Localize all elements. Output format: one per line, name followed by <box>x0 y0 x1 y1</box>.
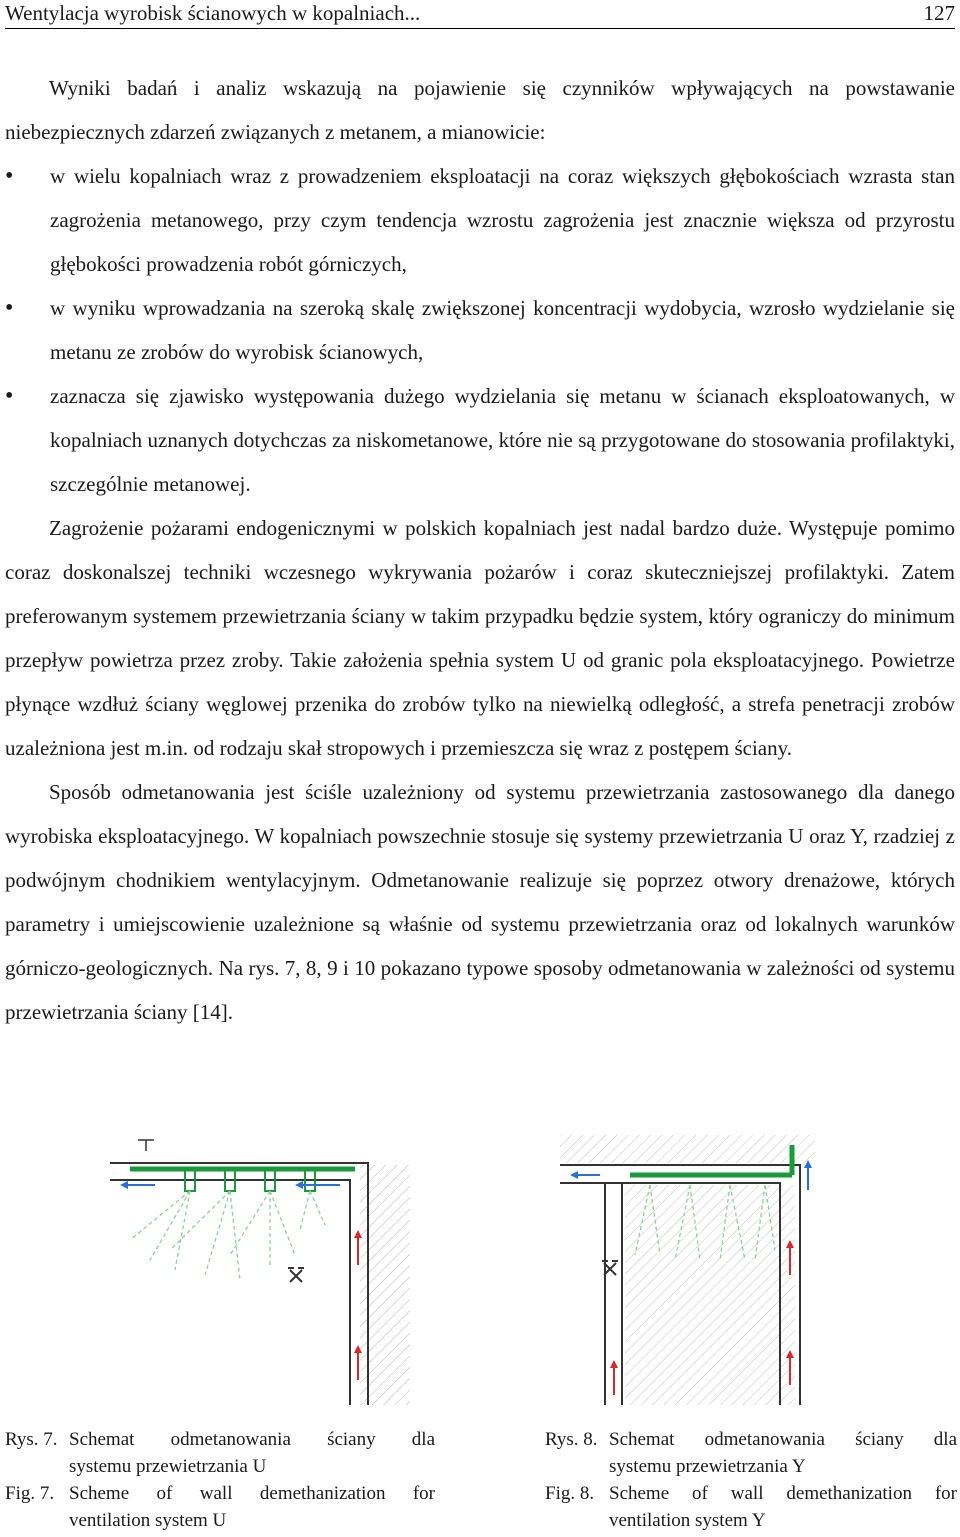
goaf-hatch <box>625 1185 795 1405</box>
body-text <box>5 66 955 1034</box>
figure-7-caption <box>5 1426 435 1534</box>
bullet-item: • zaznacza się zjawisko występowania dużego wydzielania się metanu w ścianach eksploatowanych, w kopalniach uznanych dotychczas za niskometanowe, które nie są przygotowane do stosowania profilaktyki, szczególnie metanowej. <box>5 374 955 506</box>
caption-label: Fig. 7. <box>5 1483 55 1504</box>
page-number: 127 <box>923 1 955 25</box>
caption-label: Fig. 8. <box>545 1483 595 1504</box>
figures-area <box>0 1135 960 1415</box>
caption-label: Rys. 7. <box>5 1429 58 1450</box>
figure-8-diagram <box>560 1135 820 1405</box>
paragraph-demethanization: Sposób odmetanowania jest ściśle uzależniony od systemu przewietrzania zastosowanego dla danego wyrobiska eksploatacyjnego. W kopalniach powszechnie stosuje się systemy przewietrzania U oraz Y, rzadziej z podwójnym chodnikiem wentylacyjnym. Odmetanowanie realizuje się poprzez otwory drenażowe, których parametry i umiejscowienie uzależnione są właśnie od systemu przewietrzania oraz od lokalnych warunków górniczo-geologicznych. Na rys. 7, 8, 9 i 10 pokazano typowe sposoby odmetanowania w zależności od systemu przewietrzania ściany [14]. <box>5 780 955 1024</box>
roof-hatch <box>560 1135 815 1163</box>
caption-text: Scheme of wall demethanization for <box>609 1483 957 1504</box>
caption-label: Rys. 8. <box>545 1429 598 1450</box>
intro-paragraph: Wyniki badań i analiz wskazują na pojawienie się czynników wpływających na powstawanie niebezpiecznych zdarzeń związanych z metanem, a mianowicie: <box>5 76 955 144</box>
intake-arrow <box>120 1181 340 1189</box>
bullet-item: • w wyniku wprowadzania na szeroką skalę zwiększonej koncentracji wydobycia, wzrosło wydzielanie się metanu ze zrobów do wyrobisk ścianowych, <box>5 286 955 374</box>
caption-text: systemu przewietrzania U <box>69 1456 267 1477</box>
gas-drainage-lines <box>130 1191 325 1280</box>
caption-text: Schemat odmetanowania ściany dla <box>609 1429 957 1450</box>
bullet-list <box>5 154 955 506</box>
airflow-dam-icon <box>138 1140 154 1151</box>
caption-text: systemu przewietrzania Y <box>609 1456 806 1477</box>
header-title: Wentylacja wyrobisk ścianowych w kopalniach... <box>5 1 421 25</box>
gallery-walls <box>110 1163 368 1405</box>
figure-7-diagram <box>110 1135 410 1405</box>
caption-text: Schemat odmetanowania ściany dla <box>69 1429 435 1450</box>
bullet-item: • w wielu kopalniach wraz z prowadzeniem eksploatacji na coraz większych głębokościach wzrasta stan zagrożenia metanowego, przy czym tendencja wzrostu zagrożenia jest znacznie większa od przyrostu głębokości prowadzenia robót górniczych, <box>5 154 955 286</box>
running-header <box>5 0 955 29</box>
paragraph-fires: Zagrożenie pożarami endogenicznymi w polskich kopalniach jest nadal bardzo duże. Występuje pomimo coraz doskonalszej techniki wczesnego wykrywania pożarów i coraz skuteczniejszej profilaktyki. Zatem preferowanym systemem przewietrzania ściany w takim przypadku będzie system, który ograniczy do minimum przepływ powietrza przez zroby. Takie założenia spełnia system U od granic pola eksploatacyjnego. Powietrze płynące wzdłuż ściany węglowej przenika do zrobów tylko na niewielką odległość, a strefa penetracji zrobów uzależniona jest m.in. od rodzaju skał stropowych i przemieszcza się wraz z postępem ściany. <box>5 516 955 760</box>
hammer-pick-icon <box>288 1268 304 1282</box>
caption-text: Scheme of wall demethanization for <box>69 1483 435 1504</box>
caption-text: ventilation system Y <box>609 1510 766 1531</box>
figure-8-caption <box>545 1426 957 1534</box>
caption-text: ventilation system U <box>69 1510 227 1531</box>
